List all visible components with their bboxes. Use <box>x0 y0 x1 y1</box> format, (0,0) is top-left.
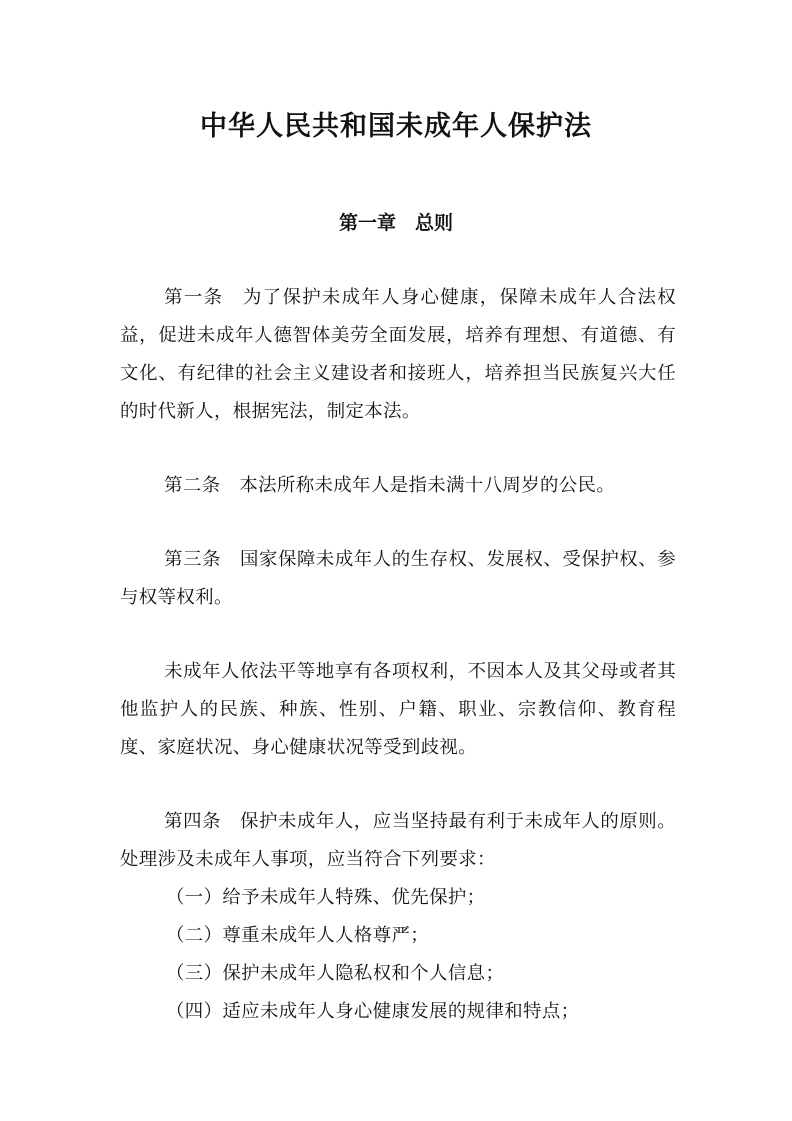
article-text: 保护未成年人，应当坚持最有利于未成年人的原则。处理涉及未成年人事项，应当符合下列要求： <box>120 811 676 870</box>
article-number: 第四条 <box>164 811 241 832</box>
article-text: 国家保障未成年人的生存权、发展权、受保护权、参与权等权利。 <box>120 549 676 608</box>
list-item: （三）保护未成年人隐私权和个人信息； <box>166 963 505 984</box>
article-paragraph <box>120 803 676 879</box>
article-text: 为了保护未成年人身心健康，保障未成年人合法权益，促进未成年人德智体美劳全面发展，培养有理想、有道德、有文化、有纪律的社会主义建设者和接班人，培养担当民族复兴大任的时代新人，根据宪法，制定本法。 <box>120 287 676 422</box>
article-text: 未成年人依法平等地享有各项权利，不因本人及其父母或者其他监护人的民族、种族、性别、户籍、职业、宗教信仰、教育程度、家庭状况、身心健康状况等受到歧视。 <box>120 661 676 758</box>
chapter-heading: 第一章 总则 <box>338 212 453 234</box>
list-item: （四）适应未成年人身心健康发展的规律和特点； <box>166 1001 580 1022</box>
article-number: 第二条 <box>164 475 240 496</box>
list-item: （二）尊重未成年人人格尊严； <box>166 925 430 946</box>
article-number: 第一条 <box>164 287 244 308</box>
document-body <box>120 279 676 1031</box>
article-paragraph <box>120 279 676 431</box>
article-text: 本法所称未成年人是指未满十八周岁的公民。 <box>239 475 616 496</box>
list-item: （一）给予未成年人特殊、优先保护； <box>166 887 486 908</box>
document-title: 中华人民共和国未成年人保护法 <box>200 111 592 142</box>
article-paragraph <box>120 541 676 617</box>
article-paragraph <box>120 653 676 767</box>
article-number: 第三条 <box>164 549 241 570</box>
article-paragraph <box>120 467 676 505</box>
